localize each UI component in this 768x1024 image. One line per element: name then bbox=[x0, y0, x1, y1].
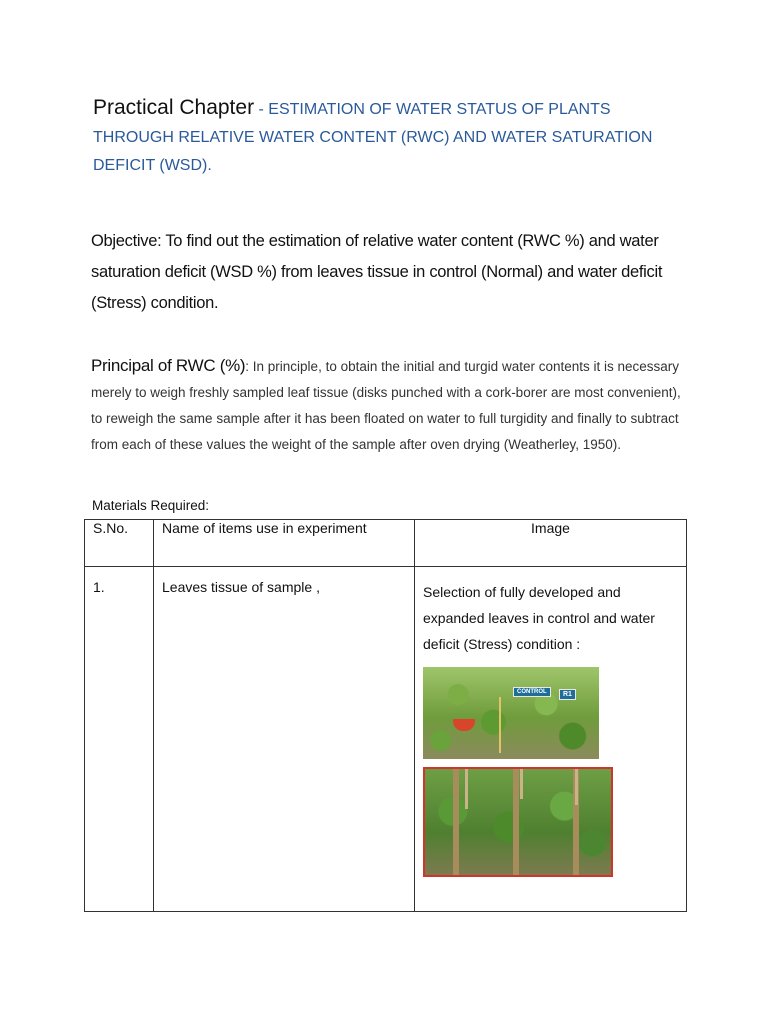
stake bbox=[465, 769, 468, 809]
cell-image bbox=[415, 567, 687, 912]
materials-heading: Materials Required: bbox=[92, 498, 210, 513]
document-title bbox=[93, 94, 693, 180]
objective-paragraph: Objective: To find out the estimation of relative water content (RWC %) and water saturation deficit (WSD %) from leaves tissue in control (Normal) and water deficit (Stress) condition. bbox=[91, 232, 663, 312]
sign-pole bbox=[499, 697, 501, 753]
header-sno: S.No. bbox=[85, 520, 154, 567]
title-sub: - ESTIMATION OF WATER STATUS OF PLANTS THROUGH RELATIVE WATER CONTENT (RWC) AND WATER SATURATION DEFICIT (WSD). bbox=[93, 101, 653, 174]
cell-sno: 1. bbox=[85, 567, 154, 912]
control-plants-photo bbox=[423, 667, 599, 759]
red-tub bbox=[453, 719, 475, 731]
r1-sign: R1 bbox=[559, 689, 576, 700]
table-header-row bbox=[85, 520, 687, 567]
principle-paragraph bbox=[91, 353, 691, 458]
stake bbox=[575, 769, 578, 805]
image-description: Selection of fully developed and expanded leaves in control and water deficit (Stress) condition : bbox=[423, 584, 655, 652]
header-image: Image bbox=[415, 520, 687, 567]
control-sign: CONTROL bbox=[513, 687, 551, 697]
principle-text: : In principle, to obtain the initial and turgid water contents it is necessary merely to weigh freshly sampled leaf tissue (disks punched with a cork-borer are most convenient), to reweigh the same sample after it has been floated on water to full turgidity and finally to subtract from each of these values the weight of the sample after oven drying (Weatherley, 1950). bbox=[91, 359, 681, 452]
cell-name: Leaves tissue of sample , bbox=[154, 567, 415, 912]
title-main: Practical Chapter bbox=[93, 96, 255, 119]
table-row bbox=[85, 567, 687, 912]
stress-plants-photo bbox=[423, 767, 613, 877]
header-name: Name of items use in experiment bbox=[154, 520, 415, 567]
materials-table bbox=[84, 519, 687, 912]
principle-heading: Principal of RWC (%) bbox=[91, 356, 246, 375]
stake bbox=[520, 769, 523, 799]
